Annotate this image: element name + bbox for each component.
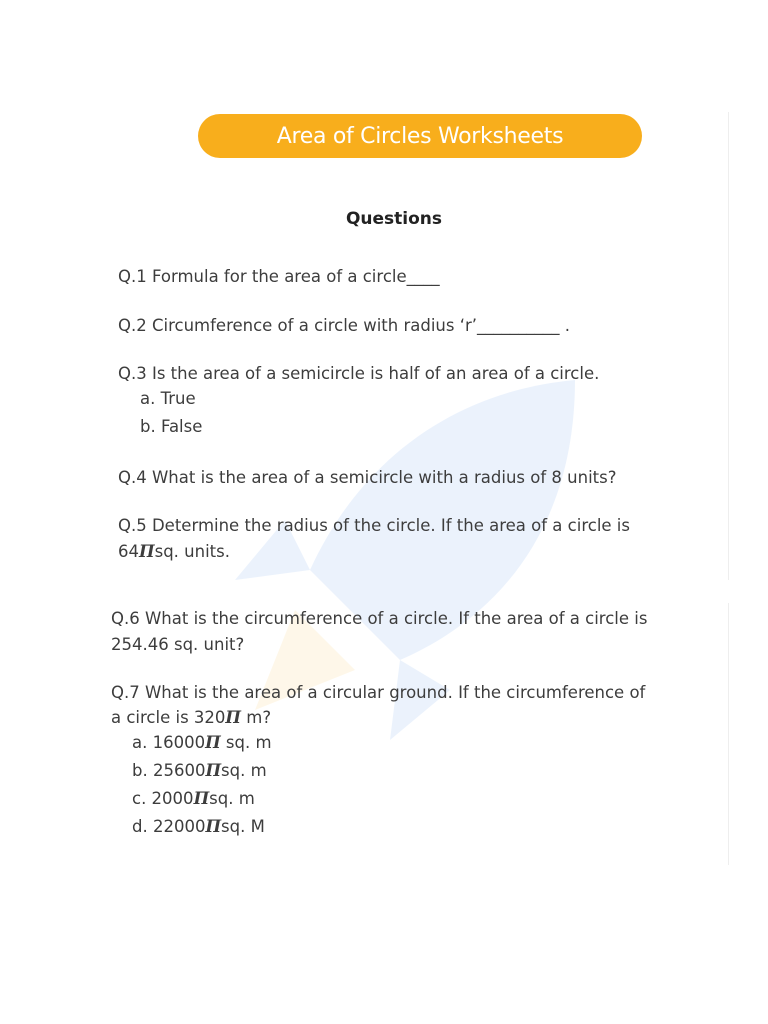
question-5-line-2: 64Πsq. units.: [118, 542, 230, 561]
question-4: Q.4 What is the area of a semicircle with a radius of 8 units?: [118, 468, 617, 487]
page-edge-top: [728, 112, 729, 580]
title-banner: [198, 114, 642, 158]
question-7-line-1: Q.7 What is the area of a circular ground. If the circumference of: [111, 683, 646, 702]
question-3-option-a: a. True: [140, 389, 196, 408]
question-2: Q.2 Circumference of a circle with radius ‘r’__________ .: [118, 316, 570, 335]
question-3: Q.3 Is the area of a semicircle is half of an area of a circle.: [118, 364, 600, 383]
question-7-line-2: a circle is 320Π m?: [111, 708, 272, 727]
pi-symbol: Π: [225, 708, 241, 727]
question-1: Q.1 Formula for the area of a circle____: [118, 267, 440, 286]
pi-symbol: Π: [205, 733, 221, 752]
question-3-option-b: b. False: [140, 417, 203, 436]
pi-symbol: Π: [205, 761, 222, 780]
question-7-option-c: c. 2000Πsq. m: [132, 789, 255, 808]
question-7-option-a: a. 16000Π sq. m: [132, 733, 272, 752]
worksheet-title: Area of Circles Worksheets: [276, 123, 564, 149]
question-6-line-2: 254.46 sq. unit?: [111, 635, 245, 654]
questions-heading: Questions: [345, 209, 443, 229]
pi-symbol: Π: [139, 542, 155, 561]
pi-symbol: Π: [205, 817, 222, 836]
question-5-line-1: Q.5 Determine the radius of the circle. If the area of a circle is: [118, 516, 630, 535]
pi-symbol: Π: [193, 789, 210, 808]
question-6-line-1: Q.6 What is the circumference of a circle. If the area of a circle is: [111, 609, 648, 628]
question-7-option-d: d. 22000Πsq. M: [132, 817, 265, 836]
question-7-option-b: b. 25600Πsq. m: [132, 761, 267, 780]
page-edge-bottom: [728, 603, 729, 865]
